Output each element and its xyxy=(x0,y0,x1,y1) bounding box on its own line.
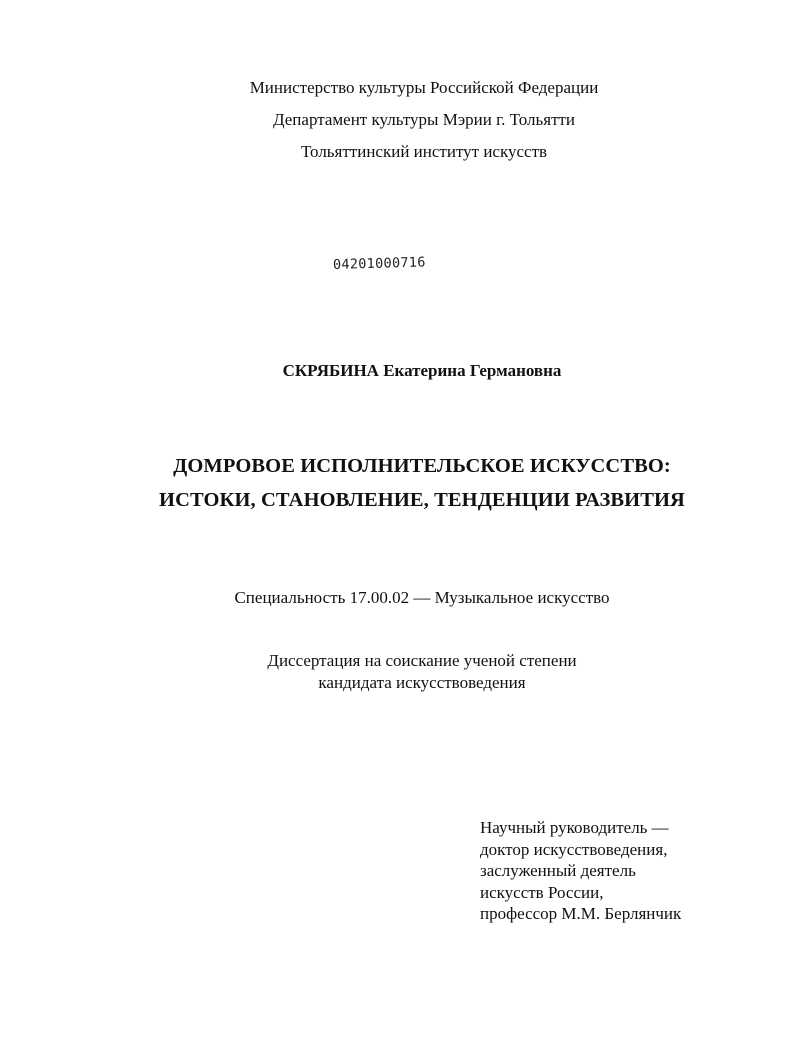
institute-name: Тольяттинский институт искусств xyxy=(300,142,548,161)
supervisor-block xyxy=(480,817,681,925)
title-line-1: ДОМРОВОЕ ИСПОЛНИТЕЛЬСКОЕ ИСКУССТВО: xyxy=(173,455,671,477)
supervisor-line: доктор искусствоведения, xyxy=(480,839,668,859)
supervisor-line: Научный руководитель — xyxy=(480,818,669,837)
ministry-name: Министерство культуры Российской Федерации xyxy=(249,78,599,97)
specialty: Специальность 17.00.02 — Музыкальное искусство xyxy=(234,588,610,607)
author-name: СКРЯБИНА Екатерина Германовна xyxy=(282,361,562,380)
department-name: Департамент культуры Мэрии г. Тольятти xyxy=(272,110,576,129)
supervisor-line: профессор М.М. Берлянчик xyxy=(480,904,682,923)
supervisor-line: искусств России, xyxy=(480,882,604,902)
dissertation-line-1: Диссертация на соискание ученой степени xyxy=(267,651,577,670)
title-line-2: ИСТОКИ, СТАНОВЛЕНИЕ, ТЕНДЕНЦИИ РАЗВИТИЯ xyxy=(159,489,685,511)
registration-number-stamp: 04201000716 xyxy=(332,254,426,273)
supervisor-line: заслуженный деятель xyxy=(480,861,636,880)
dissertation-line-2: кандидата искусствоведения xyxy=(318,673,526,692)
